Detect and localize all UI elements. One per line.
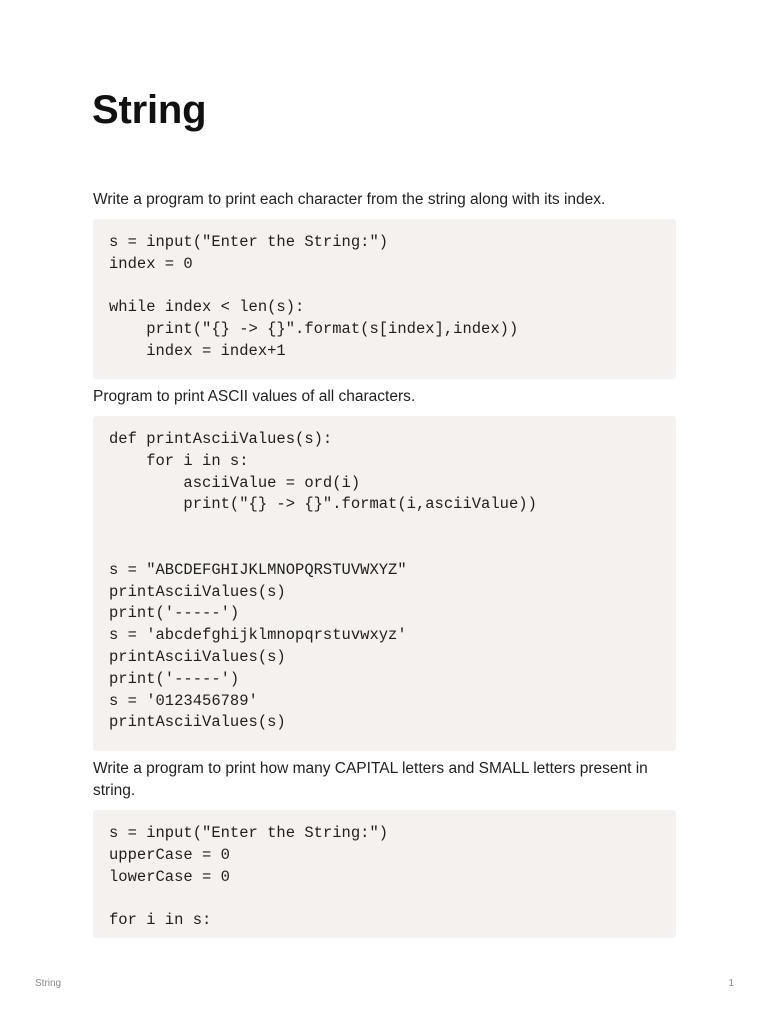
- code-line: def printAsciiValues(s):: [109, 430, 333, 448]
- code-line: s = input("Enter the String:"): [109, 233, 389, 251]
- code-line: [109, 888, 676, 910]
- footer-page-number: 1: [728, 978, 734, 989]
- code-line: printAsciiValues(s): [109, 713, 286, 732]
- code-line: s = 'abcdefghijklmnopqrstuvwxyz': [109, 626, 407, 645]
- section-3-description: Write a program to print how many CAPITAL letters and SMALL letters present in string.: [93, 760, 648, 799]
- footer-doc-name: String: [35, 978, 62, 989]
- section-1-code-block: [93, 219, 676, 379]
- section-3-code-block: [93, 810, 676, 938]
- code-line: upperCase = 0: [109, 845, 230, 864]
- code-line: index = index+1: [109, 341, 286, 360]
- code-line: s = input("Enter the String:"): [109, 824, 389, 842]
- code-line: printAsciiValues(s): [109, 647, 286, 666]
- section-2-code-block: [93, 416, 676, 751]
- code-line: while index < len(s):: [109, 298, 305, 317]
- code-line: index = 0: [109, 254, 193, 273]
- section-1-description: Write a program to print each character from the string along with its index.: [93, 191, 606, 208]
- code-line: print("{} -> {}".format(s[index],index)): [109, 320, 519, 339]
- code-line: for i in s:: [109, 911, 212, 930]
- code-line: s = '0123456789': [109, 691, 258, 710]
- code-line: print('-----'): [109, 669, 240, 688]
- code-line: print('-----'): [109, 604, 240, 623]
- code-line: print("{} -> {}".format(i,asciiValue)): [109, 495, 537, 514]
- code-line: asciiValue = ord(i): [109, 473, 361, 492]
- code-line: s = "ABCDEFGHIJKLMNOPQRSTUVWXYZ": [109, 560, 407, 579]
- code-line: for i in s:: [109, 451, 249, 470]
- code-line: lowerCase = 0: [109, 867, 230, 886]
- code-line: [109, 276, 676, 298]
- section-2-description: Program to print ASCII values of all characters.: [93, 388, 416, 405]
- code-line: printAsciiValues(s): [109, 582, 286, 601]
- code-line: [109, 538, 676, 560]
- code-line: [109, 516, 676, 538]
- page-title: String: [92, 88, 207, 132]
